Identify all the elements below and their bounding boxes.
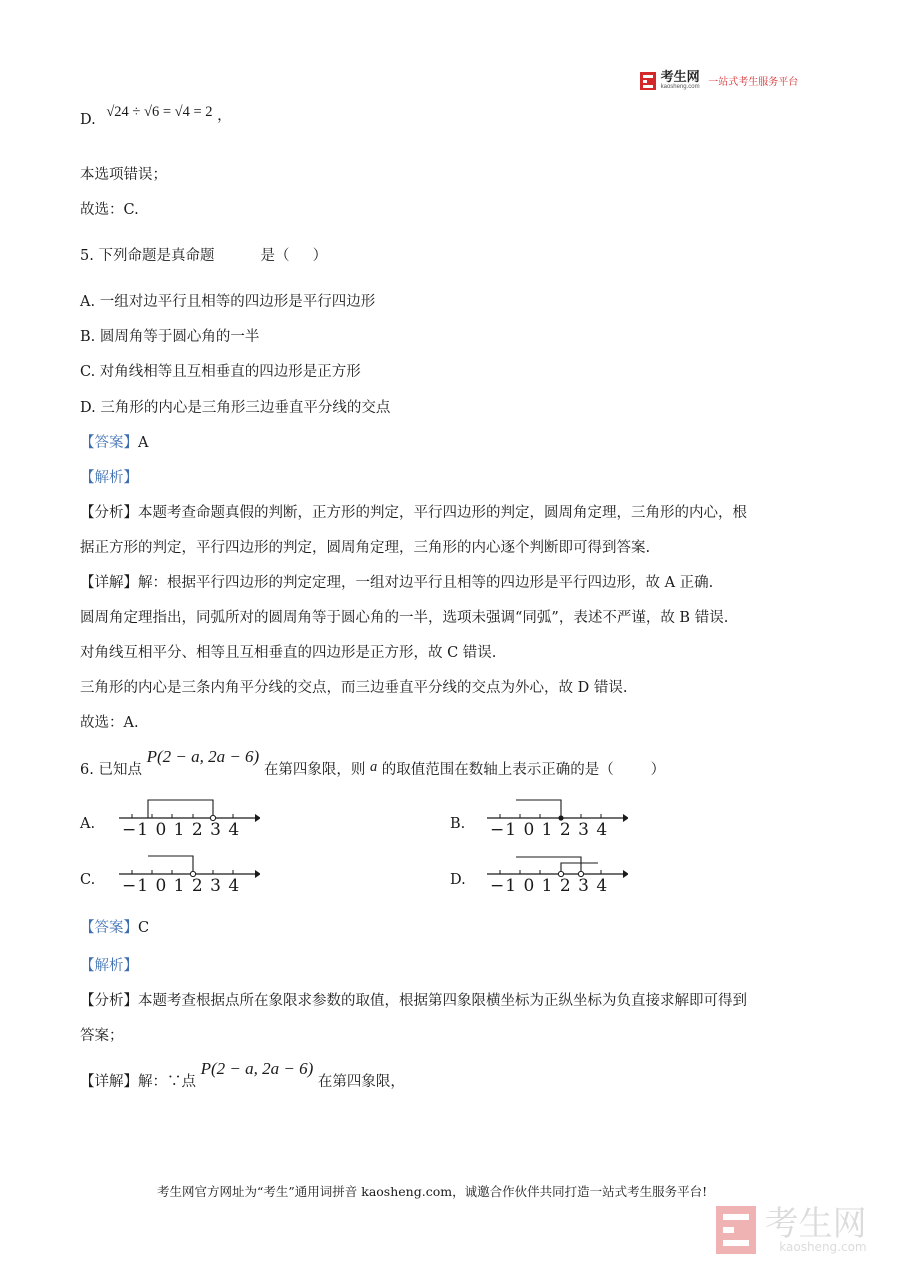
number-line-b-ticks: −1 0 1 2 3 4 <box>490 820 609 840</box>
answer-tag: 【答案】 <box>80 435 138 451</box>
analysis-text: 本题考查命题真假的判断，正方形的判定，平行四边形的判定，圆周角定理，三角形的内心，根 <box>138 505 747 521</box>
logo-text: 考生网 <box>660 70 700 85</box>
analysis-head: 【分析】 <box>80 505 138 521</box>
q6-analysis-line1 <box>80 989 747 1010</box>
watermark-logo <box>716 1206 867 1254</box>
number-line-d-ticks: −1 0 1 2 3 4 <box>490 876 609 896</box>
analysis-text: 本题考查根据点所在象限求参数的取值，根据第四象限横坐标为正纵坐标为负直接求解即可得到 <box>138 993 747 1009</box>
q5-option-c: C. 对角线相等且互相垂直的四边形是正方形 <box>80 364 361 380</box>
q6-var: a <box>369 759 378 775</box>
q5-detail-line4: 三角形的内心是三条内角平分线的交点，而三边垂直平分线的交点为外心，故 D 错误. <box>80 680 628 696</box>
q5-option-a: A. 一组对边平行且相等的四边形是平行四边形 <box>80 294 376 310</box>
detail-head: 【详解】 <box>80 575 138 591</box>
q5-analysis-line2: 据正方形的判定，平行四边形的判定，圆周角定理，三角形的内心逐个判断即可得到答案. <box>80 540 651 556</box>
q5-detail-line3: 对角线互相平分、相等且互相垂直的四边形是正方形，故 C 错误. <box>80 645 497 661</box>
watermark-text: 考生网 <box>764 1204 867 1244</box>
q5-option-b: B. 圆周角等于圆心角的一半 <box>80 329 260 345</box>
logo-url: kaosheng.com <box>660 84 700 90</box>
q6-analysis-line2: 答案； <box>80 1028 124 1044</box>
q6-option-a-label: A. <box>80 816 96 832</box>
q6-option-b-label: B. <box>450 816 466 832</box>
q6-option-c-label: C. <box>80 872 96 888</box>
option-label: D. <box>80 112 96 128</box>
q6-number: 6. 已知点 <box>80 762 142 778</box>
number-line-c-ticks: −1 0 1 2 3 4 <box>122 876 241 896</box>
answer-value: C <box>138 920 150 936</box>
detail-pre: 解：∵点 <box>138 1074 196 1090</box>
q5-detail-line2: 圆周角定理指出，同弧所对的圆周角等于圆心角的一半，选项未强调“同弧”，表述不严谨，故 B 错误. <box>80 610 729 626</box>
answer-tag: 【答案】 <box>80 920 138 936</box>
detail-post: 在第四象限， <box>317 1074 405 1090</box>
number-line-a-ticks: −1 0 1 2 3 4 <box>122 820 241 840</box>
header-slogan: 一站式考生服务平台 <box>708 77 799 88</box>
q6-stem-end: 的取值范围在数轴上表示正确的是（ ） <box>381 762 666 778</box>
analysis-head: 【分析】 <box>80 993 138 1009</box>
q6-analysis-tag: 【解析】 <box>80 958 138 974</box>
q6-answer <box>80 916 149 937</box>
punctuation: ， <box>217 108 232 124</box>
answer-value: A <box>138 435 149 451</box>
footer-text: 考生网官方网址为“考生”通用词拼音 kaosheng.com，诚邀合作伙伴共同打造一站式考生服务平台! <box>157 1184 708 1199</box>
q6-detail <box>80 1059 405 1091</box>
detail-point: P(2 − a, 2a − 6) <box>200 1059 314 1078</box>
q6-option-d-label: D. <box>450 872 466 888</box>
q5-stem: 5. 下列命题是真命题 是（ ） <box>80 248 328 264</box>
q6-stem-mid: 在第四象限，则 <box>263 762 366 778</box>
math-expression: √24 ÷ √6 = √4 = 2 <box>106 104 213 120</box>
detail-head: 【详解】 <box>80 1074 138 1090</box>
prev-option-d <box>80 104 232 129</box>
q5-detail-line1 <box>80 571 713 592</box>
q6-point: P(2 − a, 2a − 6) <box>146 747 260 766</box>
statement-wrong: 本选项错误； <box>80 167 167 183</box>
q5-answer <box>80 431 148 452</box>
q5-analysis-line1 <box>80 501 747 522</box>
q6-stem <box>80 747 666 779</box>
q5-option-d: D. 三角形的内心是三角形三边垂直平分线的交点 <box>80 400 391 416</box>
logo-icon <box>640 72 656 90</box>
q5-analysis-tag: 【解析】 <box>80 470 138 486</box>
detail-text: 解：根据平行四边形的判定定理，一组对边平行且相等的四边形是平行四边形，故 A 正确. <box>138 575 714 591</box>
q5-choice: 故选：A. <box>80 715 139 731</box>
watermark-url: kaosheng.com <box>779 1240 867 1254</box>
choice-c: 故选：C. <box>80 202 139 218</box>
header-logo <box>640 71 798 95</box>
watermark-icon <box>716 1206 756 1254</box>
